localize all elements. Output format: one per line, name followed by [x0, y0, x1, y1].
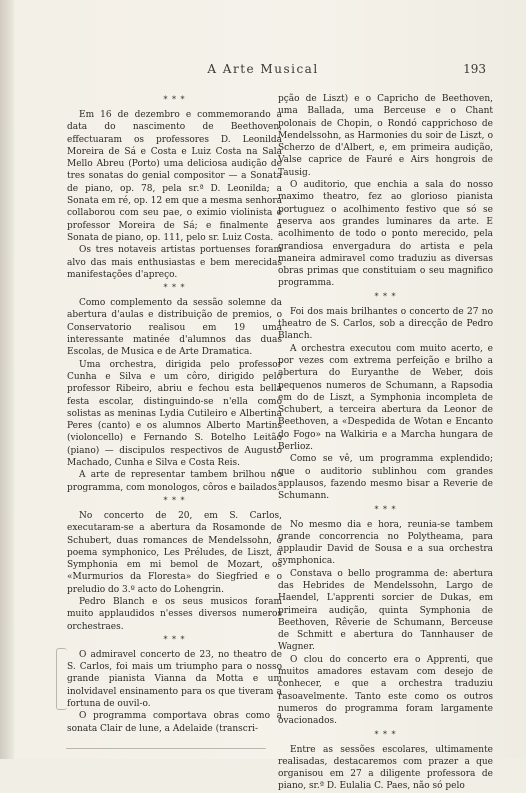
paragraph: O auditorio, que enchia a sala do nosso maximo theatro, fez ao glorioso pianista portuguez o acolhimento festivo que só se reserva aos grandes luminares da arte. E acolhimento de todo o ponto merecido, pela grandiosa envergadura do artista e pela maneira admiravel como traduziu as diversas obras primas que constituiam o seu magnifico programma. [278, 180, 493, 289]
paragraph: Entre as sessões escolares, ultimamente realisadas, destacaremos com prazer a que organisou em 27 a diligente professora de piano, sr.ª D. Eulalia C. Paes, não só pelo [278, 744, 493, 792]
section-separator: * * * [163, 283, 186, 293]
running-title: A Arte Musical [207, 62, 319, 76]
pencil-bracket-mark [56, 648, 67, 710]
section-separator: * * * [163, 495, 186, 505]
section-separator: * * * [374, 504, 397, 514]
page-fold-shadow [0, 0, 14, 759]
section-separator: * * * [163, 95, 186, 104]
section-separator: * * * [163, 634, 186, 644]
paragraph: Como complemento da sessão solemne da abertura d'aulas e distribuição de premios, o Conservatorio realisou em 19 uma interessante matinée d'alumnos das duas Escolas, de Musica e de Arte Dramatica. [67, 298, 282, 358]
left-column [67, 93, 282, 735]
paragraph: No mesmo dia e hora, reunia-se tambem grande concorrencia no Polytheama, para applaudir David de Sousa e a sua orchestra symphonica. [278, 519, 493, 567]
paragraph: Os tres notaveis artistas portuenses foram alvo das mais enthusiastas e bem merecidas manifestações d'apreço. [67, 245, 282, 280]
paragraph: O programma comportava obras como a sonata Clair de lune, a Adelaide (transcri- [67, 711, 282, 734]
page-header [40, 62, 486, 78]
section-separator: * * * [374, 729, 397, 739]
section-separator: * * * [374, 291, 397, 301]
paragraph: Como se vê, um programma explendido; que o auditorio sublinhou com grandes applausos, fazendo mesmo bisar a Reverie de Schumann. [278, 454, 493, 502]
paragraph: pção de Liszt) e o Capricho de Beethoven, uma Ballada, uma Berceuse e o Chant polonais de Chopin, o Rondó capprichoso de Mendelssohn, as Harmonies du soir de Liszt, o Scherzo de d'Albert, e, em primeira audição, Valse caprice de Fauré e Airs hongrois de Tausig. [278, 94, 493, 178]
right-column [278, 93, 493, 793]
pencil-underline-mark [66, 748, 266, 749]
paragraph: A arte de representar tambem brilhou no programma, com monologos, côros e bailados. [67, 470, 282, 493]
paragraph: O admiravel concerto de 23, no theatro de S. Carlos, foi mais um triumpho para o nosso grande pianista Vianna da Motta e um inolvidavel ensinamento para os que tiveram a fortuna de ouvil-o. [67, 649, 282, 710]
paragraph: Pedro Blanch e os seus musicos foram muito applaudidos n'esses diversos numeros orchestraes. [67, 596, 282, 632]
paragraph: No concerto de 20, em S. Carlos, executaram-se a abertura da Rosamonde de Schubert, duas romances de Mendelssohn, o poema symphonico, Les Préludes, de Liszt, a Symphonia em mi bemol de Mozart, os «Murmurios da Floresta» do Siegfried e o preludio do 3.º acto do Lohengrin. [67, 510, 282, 595]
paragraph: Foi dos mais brilhantes o concerto de 27 no theatro de S. Carlos, sob a direcção de Pedro Blanch. [278, 306, 493, 342]
paragraph: Em 16 de dezembro e commemorando a data do nascimento de Beethoven, effectuaram os professores D. Leonilda Moreira de Sá e Costa e Luiz Costa na Sala Mello Abreu (Porto) uma deliciosa audição de tres sonatas do genial compositor — a Sonata de piano, op. 78, pela sr.ª D. Leonilda; a Sonata em ré, op. 12 em que a mesma senhora collaborou com seu pae, o eximio violinista e professor Moreira de Sá; e finalmente a Sonata de piano, op. 111, pelo sr. Luiz Costa. [67, 110, 282, 243]
paragraph: O clou do concerto era o Apprenti, que muitos amadores estavam com desejo de conhecer, e que a orchestra traduziu rasoavelmente. Tanto este como os outros numeros do programma foram largamente ovacionados. [278, 654, 493, 727]
paragraph: Constava o bello programma de: abertura das Hebrides de Mendelssohn, Largo de Haendel, L'apprenti sorcier de Dukas, em primeira audição, quinta Symphonia de Beethoven, Rêverie de Schumann, Berceuse de Schmitt e abertura do Tannhauser de Wagner. [278, 568, 493, 653]
paragraph: Uma orchestra, dirigida pelo professor Cunha e Silva e um côro, dirigido pelo professor Ribeiro, abriu e fechou esta bella festa escolar, distinguindo-se n'ella como solistas as meninas Lydia Cutileiro e Albertina Peres (canto) e os alumnos Alberto Martins (violoncello) e Fernando S. Botelho Leitão (piano) — discipulos respectivos de Augusto Machado, Cunha e Silva e Costa Reis. [67, 359, 282, 469]
page-number: 193 [463, 62, 486, 76]
paragraph: A orchestra executou com muito acerto, e por vezes com extrema perfeição e brilho a abertura do Euryanthe de Weber, dois pequenos numeros de Schumann, a Rapsodia em do de Liszt, a Symphonia incompleta de Schubert, a terceira abertura da Leonor de Beethoven, a «Despedida de Wotan e Encanto do Fogo» na Walkiria e a Marcha hungara de Berlioz. [278, 343, 493, 453]
